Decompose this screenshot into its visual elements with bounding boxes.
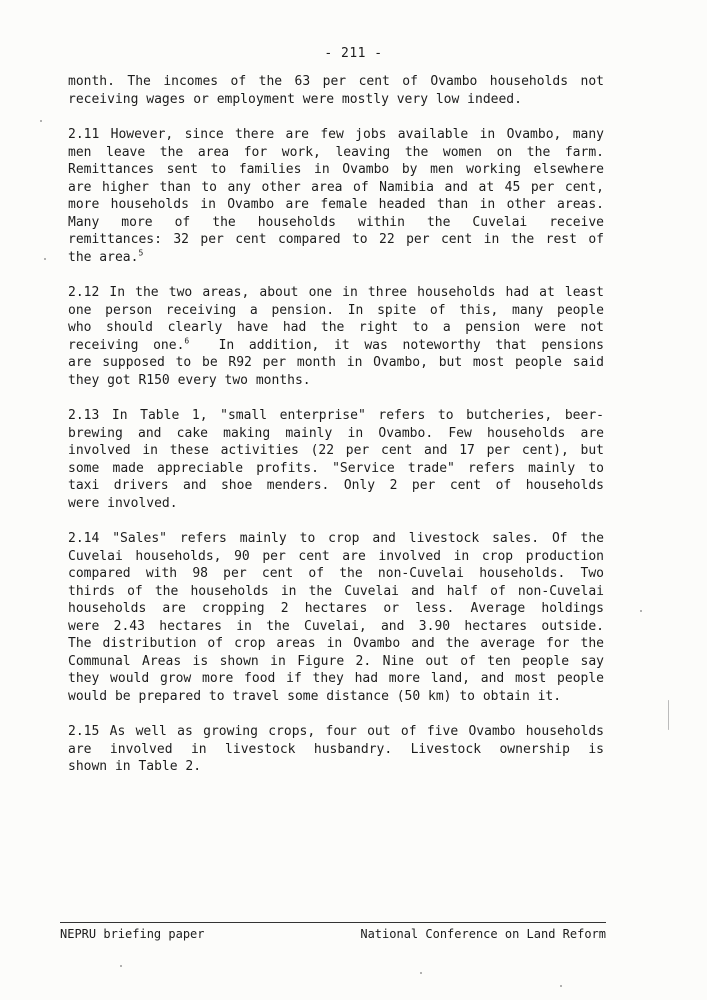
text-line: compared with 98 per cent of the non-Cuvelai households. Two [68,566,604,581]
text-line: involved in these activities (22 per cent and 17 per cent), but [68,443,604,458]
text-line: month. The incomes of the 63 per cent of Ovambo households not [68,74,604,89]
text-line: Communal Areas is shown in Figure 2. Nine out of ten people say [68,653,604,669]
text-line: they would grow more food if they had more land, and most people [68,671,604,686]
text-line: were involved. [68,495,178,511]
text-line: taxi drivers and shoe menders. Only 2 per cent of households [68,478,604,493]
paragraph-2-13 [68,407,604,512]
text-line: thirds of the households in the Cuvelai and half of non-Cuvelai [68,583,604,599]
scan-speck [420,972,422,974]
footer-left-text: NEPRU briefing paper [60,927,205,941]
text-line: some made appreciable profits. "Service trade" refers mainly to [68,460,604,476]
page-footer [60,927,606,941]
paragraph-2-15 [68,723,604,776]
text-line: are higher than to any other area of Namibia and at 45 per cent, [68,179,604,195]
text-line: shown in Table 2. [68,759,202,774]
scan-speck [120,965,122,967]
footer-divider [60,922,606,923]
text-line: 2.13 In Table 1, "small enterprise" refers to butcheries, beer- [68,408,604,423]
paragraph-2-11 [68,126,604,266]
text-line: 2.15 As well as growing crops, four out of five Ovambo households [68,724,604,739]
footnote-marker: 6 [184,336,190,346]
text-line: 2.11 However, since there are few jobs available in Ovambo, many [68,127,604,142]
text-line: remittances: 32 per cent compared to 22 per cent in the rest of [68,232,604,247]
text-fragment: receiving one. [68,337,185,353]
text-line: were 2.43 hectares in the Cuvelai, and 3.90 hectares outside. [68,618,604,634]
scan-speck [560,985,562,987]
text-line: receiving wages or employment were mostly very low indeed. [68,91,522,107]
scan-speck [640,610,642,612]
text-line: one person receiving a pension. In spite of this, many people [68,302,604,318]
text-line: who should clearly have had the right to a pension were not [68,320,604,335]
paragraph-2-10-end [68,73,604,108]
text-line: men leave the area for work, leaving the women on the farm. [68,144,604,160]
scan-speck [40,120,42,122]
text-line: they got R150 every two months. [68,372,311,388]
text-line: Cuvelai households, 90 per cent are involved in crop production [68,548,604,564]
text-line [68,249,604,267]
text-line: The distribution of crop areas in Ovambo and the average for the [68,636,604,651]
text-fragment: the area. [68,249,139,265]
text-line: 2.12 In the two areas, about one in three households had at least [68,285,604,300]
footer-right-text: National Conference on Land Reform [360,927,606,941]
text-line: households are cropping 2 hectares or less. Average holdings [68,601,604,616]
scan-speck [44,258,46,260]
text-line: more households in Ovambo are female headed than in other areas. [68,197,604,212]
text-line: brewing and cake making mainly in Ovambo. Few households are [68,425,604,441]
text-line: would be prepared to travel some distance (50 km) to obtain it. [68,688,562,704]
text-line: are supposed to be R92 per month in Ovambo, but most people said [68,355,604,370]
footnote-marker: 5 [138,248,144,258]
page-number: - 211 - [324,46,383,61]
paragraph-2-12 [68,284,604,389]
text-line: 2.14 "Sales" refers mainly to crop and livestock sales. Of the [68,531,604,546]
text-fragment: In addition, it was noteworthy that pensions [218,337,605,353]
paragraph-2-14 [68,530,604,705]
text-line [68,337,604,355]
document-body [68,73,604,794]
text-line: are involved in livestock husbandry. Livestock ownership is [68,741,604,757]
text-line: Many more of the households within the Cuvelai receive [68,214,604,230]
scan-speck [668,700,669,730]
text-line: Remittances sent to families in Ovambo by men working elsewhere [68,162,604,177]
